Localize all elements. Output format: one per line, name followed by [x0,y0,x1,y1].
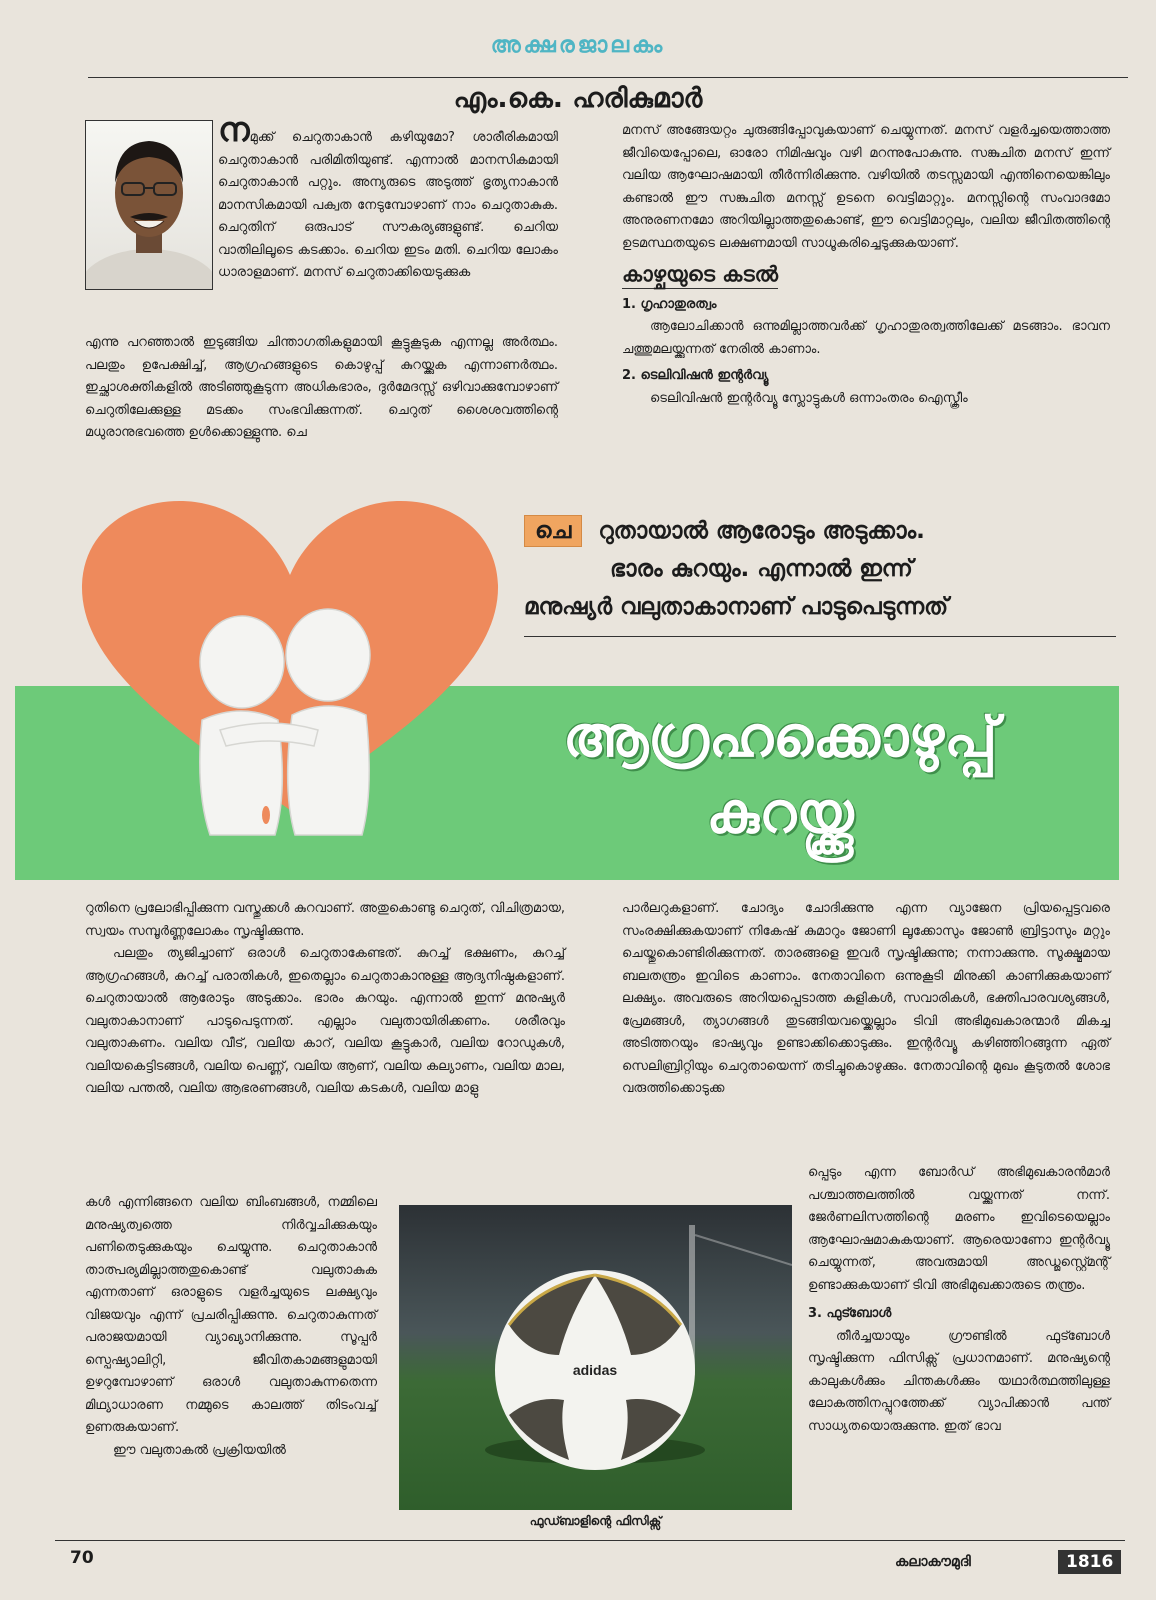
item-2-title: 2. ടെലിവിഷൻ ഇന്റർവ്യൂ [622,368,769,383]
page-number: 70 [70,1548,94,1568]
photo-caption: ഫുഡ്ബാളിന്റെ ഫിസിക്സ് [529,1514,662,1528]
left-bottom-paragraph-3: കൾ എന്നിങ്ങനെ വലിയ ബിംബങ്ങൾ, നമ്മിലെ മനുഷ്യത്വത്തെ നിർവ്വചിക്കുകയും പണിതെടുക്കുകയും ചെയ്യുന്നു. ചെറുതാകാൻ താത്പര്യമില്ലാത്തതുകൊണ്ട് വലുതാകുക എന്നതാണ് ഒരാളുടെ വളർച്ചയുടെ ലക്ഷ്യവും വിജയവും എന്ന് പ്രചരിപ്പിക്കുന്നു. ചെറുതാകുന്നത് പരാജയമായി വ്യാഖ്യാനിക്കുന്നു. സൂപ്പർ സ്പെഷ്യാലിറ്റി, ജീവിതകാമങ്ങളുമായി ഉഴറുമ്പോഴാണ് ഒരാൾ വലുതാകുന്നതെന്ന മിഥ്യാധാരണ നമ്മുടെ കാലത്ത് തിടംവച്ച് ഉണരുകയാണ്. [85,1195,377,1435]
item-1-title: 1. ഗൃഹാതുരത്വം [622,296,717,312]
item-1-text: ആലോചിക്കാൻ ഒന്നുമില്ലാത്തവർക്ക് ഗൃഹാതുരത്വത്തിലേക്ക് മടങ്ങാം. ഭാവന ചത്തുമലയ്ക്കുന്നത് നേരിൽ കാണാം. [622,319,1110,357]
pull-quote-rule [524,636,1116,637]
right-top-paragraph: മനസ് അങ്ങേയറ്റം ചുരുങ്ങിപ്പോവുകയാണ് ചെയ്യുന്നത്. മനസ് വളർച്ചയെത്താത്ത ജീവിയെപ്പോലെ, ഓരോ നിമിഷവും വഴി മറന്നുപോകുന്നു. സങ്കുചിത മനസ് ഇന്ന് വലിയ ആഘോഷമായി തീർന്നിരിക്കുന്നു. വഴിയിൽ തടസ്സമായി എന്തിനെയെങ്കിലും കണ്ടാൽ ഈ സങ്കുചിത മനസ്സ് ഉടനെ വെട്ടിമാറ്റും. മനസ്സിന്റെ സംവാദമോ അനുരണനമോ അറിയില്ലാത്തതുകൊണ്ട്, ഈ വെട്ടിമാറ്റലും, വലിയ ജീവിതത്തിന്റെ ഉടമസ്ഥതയുടെ ലക്ഷണമായി സാധൂകരിച്ചെടുക്കുകയാണ്. [622,123,1110,251]
left-bottom-column-narrow [85,1192,377,1462]
top-rule [88,77,1128,78]
magazine-name: കലാകൗമുദി [895,1554,971,1570]
intro-paragraph-1: മുക്ക് ചെറുതാകാൻ കഴിയുമോ? ശാരീരികമായി ചെറുതാകാൻ പരിമിതിയുണ്ട്. എന്നാൽ മാനസികമായി ചെറുതാകാൻ പറ്റും. അന്യരുടെ അടുത്ത് ഭൃത്യനാകാൻ മാനസികമായി പക്വത നേടുമ്പോഴാണ് നാം ചെറുതാകുക. ചെറുതിന് ഒരുപാട് സൗകര്യങ്ങളുണ്ട്. ചെറിയ വാതിലിലൂടെ കടക്കാം. ചെറിയ ഇടം മതി. ചെറിയ ലോകം ധാരാളമാണ്. മനസ് ചെറുതാക്കിയെടുക്കുക [218,130,558,280]
item-3-title: 3. ഫുട്ബോൾ [808,1306,892,1321]
headline-line-2: കുറയ്ക്കൂ [706,781,854,846]
item-3-text: തീർച്ചയായും ഗ്രൗണ്ടിൽ ഫുട്ബോൾ സൃഷ്ടിക്കുന്ന ഫിസിക്സ് പ്രധാനമാണ്. മനുഷ്യന്റെ കാലുകൾക്കും ചിന്തകൾക്കും യഥാർത്ഥത്തിലുള്ള ലോകത്തിനപ്പുറത്തേക്ക് വ്യാപിക്കാൻ പന്ത് സാധ്യതയൊരുക്കുന്നു. ഇത് ഭാവ [808,1328,1110,1434]
intro-text-right-of-photo [218,110,558,285]
pull-quote-line-2: ഭാരം കുറയും. എന്നാൽ ഇന്ന് [610,556,913,582]
headline [430,700,1130,852]
football-photo [399,1205,792,1510]
left-bottom-paragraph-4: ഈ വലുതാകൽ പ്രക്രിയയിൽ [113,1442,286,1458]
left-bottom-column-wide [85,898,565,1101]
author-name: എം.കെ. ഹരികുമാർ [453,83,703,114]
item-2-text: ടെലിവിഷൻ ഇന്റർവ്യൂ സ്ലോട്ടുകൾ ഒന്നാംതരം ഐസ്ക്രീം [650,390,968,406]
ball-brand-text: adidas [572,1362,618,1378]
section-title: കാഴ്ചയുടെ കടൽ [622,263,778,289]
intro-text-full-width [85,332,558,445]
right-bottom-paragraph-2: പ്പെടും എന്ന ബോർഡ് അഭിമുഖകാരൻമാർ പശ്ചാത്തലത്തിൽ വയ്ക്കുന്നത് നന്ന്. ജേർണലിസത്തിന്റെ മരണം ഇവിടെയെല്ലാം ആഘോഷമാകുകയാണ്. ആരെയാണോ ഇന്റർവ്യൂ ചെയ്യുന്നത്, അവരുമായി അഡ്ജസ്റ്റ്മെന്റ് ഉണ്ടാക്കുകയാണ് ടിവി അഭിമുഖക്കാരുടെ തന്ത്രം. [808,1165,1110,1293]
drop-cap: ന [218,110,250,150]
issue-number: 1816 [1058,1550,1121,1574]
right-top-column [622,120,1110,410]
headline-line-1: ആഗ്രഹക്കൊഴുപ്പ് [562,705,998,770]
pull-quote [524,512,1114,626]
author-photo [85,120,213,290]
right-bottom-column-wide [622,898,1110,1101]
left-bottom-paragraph-2: പലതും ത്യജിച്ചാണ് ഒരാൾ ചെറുതാകേണ്ടത്. കുറച്ച് ഭക്ഷണം, കുറച്ച് ആഗ്രഹങ്ങൾ, കുറച്ച് പരാതികൾ, ഇതെല്ലാം ചെറുതാകാനുള്ള ആദ്യനിഷ്ഠകളാണ്. ചെറുതായാൽ ആരോടും അടുക്കാം. ഭാരം കുറയും. എന്നാൽ ഇന്ന് മനുഷ്യർ വലുതാകാനാണ് പാടുപെടുന്നത്. എല്ലാം വലുതായിരിക്കണം. ശരീരവും വലുതാകണം. വലിയ വീട്, വലിയ കാറ്, വലിയ കൂട്ടുകാർ, വലിയ റോഡുകൾ, വലിയകെട്ടിടങ്ങൾ, വലിയ പെണ്ണ്, വലിയ ആണ്, വലിയ കല്യാണം, വലിയ മാല, വലിയ പന്തൽ, വലിയ ആഭരണങ്ങൾ, വലിയ കടകൾ, വലിയ മാളു [85,946,565,1096]
right-bottom-paragraph-1: പാർലറുകളാണ്. ചോദ്യം ചോദിക്കുന്നു എന്ന വ്യാജേന പ്രിയപ്പെട്ടവരെ സംരക്ഷിക്കുകയാണ് നികേഷ് കുമാറും ജോണി ലൂക്കോസും ജോൺ ബ്രിട്ടാസും മറ്റും ചെയ്തുകൊണ്ടിരിക്കുന്നത്. താരങ്ങളെ ഇവർ സൃഷ്ടിക്കുന്നു; നന്നാക്കുന്നു. സൂക്ഷ്മമായ ബലതന്ത്രം ഇവിടെ കാണാം. നേതാവിനെ ഒന്നുകൂടി മിനുക്കി കാണിക്കുകയാണ് ലക്ഷ്യം. അവരുടെ അറിയപ്പെടാത്ത കുളികൾ, സവാരികൾ, ഭക്തിപാരവശ്യങ്ങൾ, പ്രേമങ്ങൾ, ത്യാഗങ്ങൾ തുടങ്ങിയവയ്ക്കെല്ലാം ടിവി അഭിമുഖകാരന്മാർ മികച്ച അടിത്തറയും ഭാഷ്യവും ഉണ്ടാക്കിക്കൊടുക്കും. ഇന്റർവ്യൂ കഴിഞ്ഞിറങ്ങുന്ന ഏത് സെലിബ്രിറ്റിയും ചെറുതായെന്ന് തടിച്ചുകൊഴുക്കും. നേതാവിന്റെ മുഖം കൂടുതൽ ശോഭ വരുത്തിക്കൊടുക്ക [622,901,1110,1096]
right-bottom-column-narrow [808,1162,1110,1438]
pull-quote-line-3: മനുഷ്യർ വലുതാകാനാണ് പാടുപെടുന്നത് [524,594,949,620]
pull-quote-line-1: റുതായാൽ ആരോടും അടുക്കാം. [598,518,925,544]
pull-quote-highlight: ചെ [524,515,582,547]
intro-paragraph-2: എന്നു പറഞ്ഞാൽ ഇടുങ്ങിയ ചിന്താഗതികളുമായി കൂട്ടുകൂടുക എന്നല്ല അർത്ഥം. പലതും ഉപേക്ഷിച്ച്, ആഗ്രഹങ്ങളുടെ കൊഴുപ്പ് കുറയ്ക്കുക എന്നാണർത്ഥം. ഇച്ഛാശക്തികളിൽ അടിഞ്ഞുകൂടുന്ന അധികഭാരം, ദുർമേദസ്സ് ഒഴിവാക്കുമ്പോഴാണ് ചെറുതിലേക്കുള്ള മടക്കം സംഭവിക്കുന്നത്. ചെറുത് ശൈശവത്തിന്റെ മധുരാനുഭവത്തെ ഉൾക്കൊള്ളുന്നു. ചെ [85,335,558,440]
left-bottom-paragraph-1: റുതിനെ പ്രലോഭിപ്പിക്കുന്ന വസ്തുക്കൾ കുറവാണ്. അതുകൊണ്ടു ചെറുത്, വിചിത്രമായ, സ്വയം സമ്പൂർണ്ണലോകം സൃഷ്ടിക്കുന്നു. [85,901,565,939]
footer-rule [55,1540,1125,1541]
section-title-wrap [622,263,1110,290]
column-masthead: അക്ഷരജാലകം [490,33,666,58]
